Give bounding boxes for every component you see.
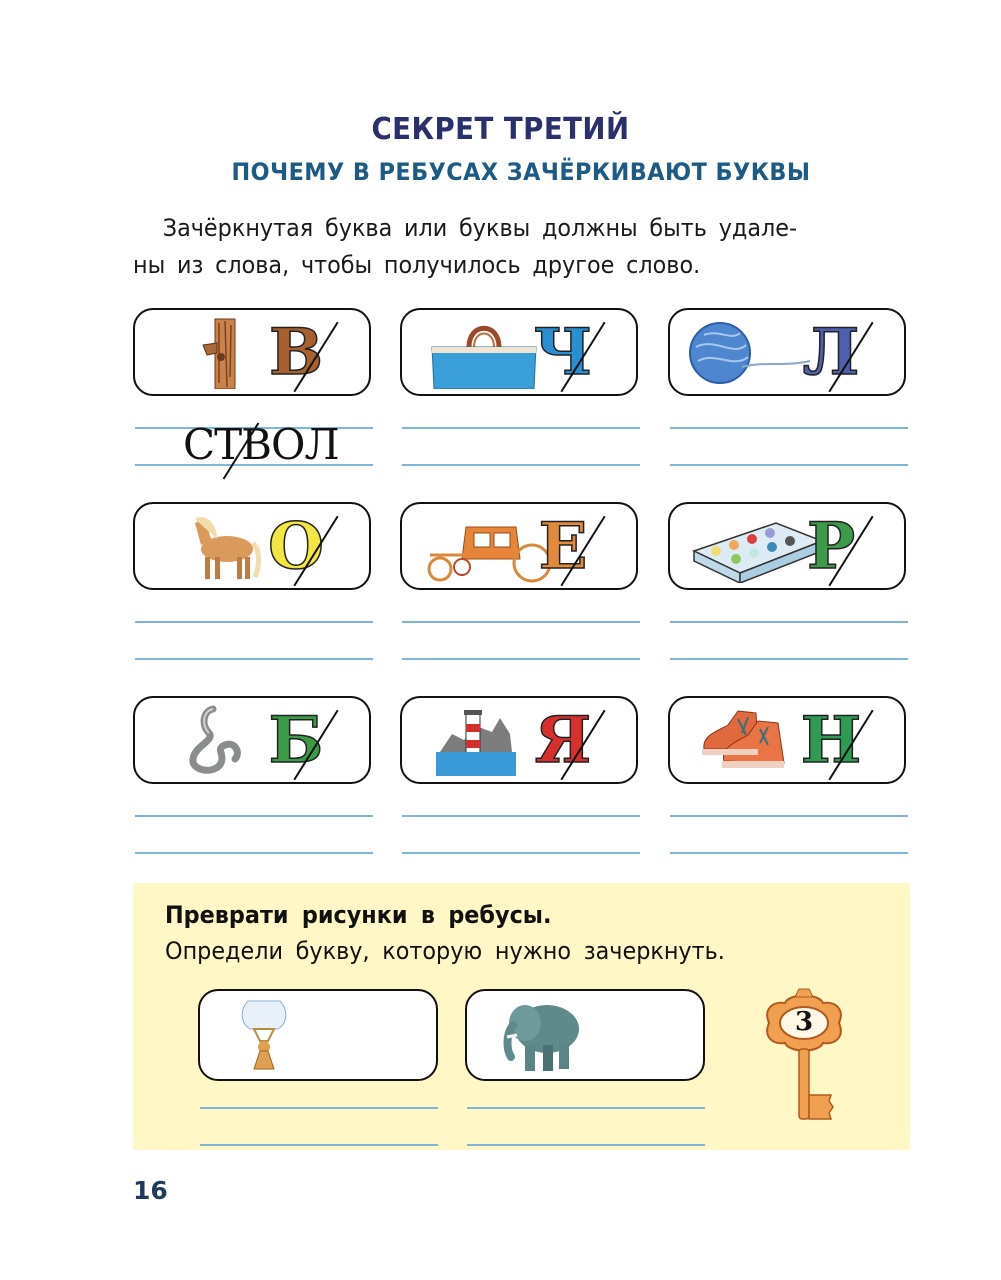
- oil-lamp-icon: [234, 995, 294, 1075]
- intro-line-1: Зачёркнутая буква или буквы должны быть удале-: [162, 214, 798, 242]
- writing-line: [670, 621, 908, 623]
- writing-line: [670, 852, 908, 854]
- boots-icon: [694, 706, 804, 776]
- page-subtitle: ПОЧЕМУ В РЕБУСАХ ЗАЧЁРКИВАЮТ БУКВЫ: [231, 158, 811, 186]
- key-number: 3: [794, 1007, 814, 1037]
- rebus-letter: Ч: [533, 315, 593, 390]
- rebus-card-cobra: [133, 696, 371, 784]
- rebus-letter: Б: [268, 703, 324, 778]
- elephant-icon: [487, 995, 587, 1075]
- writing-line: [402, 427, 640, 429]
- task-box: [133, 883, 910, 1150]
- rebus-letter: В: [268, 315, 324, 390]
- writing-line: [670, 658, 908, 660]
- writing-line: [670, 815, 908, 817]
- pony-icon: [165, 512, 275, 582]
- writing-line: [670, 464, 908, 466]
- rebus-card-pony: [133, 502, 371, 590]
- rebus-card-lighthouse: [400, 696, 638, 784]
- page-number: 16: [133, 1176, 168, 1205]
- rebus-letter: Л: [802, 315, 860, 390]
- rebus-letter: Р: [806, 509, 856, 584]
- rebus-card-carriage: [400, 502, 638, 590]
- rebus-letter: Н: [800, 703, 862, 778]
- page-title: СЕКРЕТ ТРЕТИЙ: [371, 112, 630, 147]
- task-instruction: Определи букву, которую нужно зачеркнуть.: [165, 937, 725, 965]
- writing-line: [135, 621, 373, 623]
- writing-line: [402, 464, 640, 466]
- rebus-card-boots: [668, 696, 906, 784]
- writing-line: [670, 427, 908, 429]
- writing-line: [402, 621, 640, 623]
- rebus-card-paint-box: [668, 502, 906, 590]
- key-icon: [759, 987, 849, 1131]
- yarn-ball-icon: [684, 318, 814, 388]
- rebus-letter: Я: [534, 703, 592, 778]
- writing-line: [467, 1107, 705, 1109]
- writing-line: [402, 815, 640, 817]
- rebus-letter: Е: [538, 509, 588, 584]
- writing-line: [135, 658, 373, 660]
- writing-line: [135, 852, 373, 854]
- writing-line: [467, 1144, 705, 1146]
- cobra-icon: [165, 706, 275, 776]
- rebus-card-tree: [133, 308, 371, 396]
- writing-line: [402, 658, 640, 660]
- task-card-elephant: [465, 989, 705, 1081]
- rebus-card-yarn: [668, 308, 906, 396]
- tree-trunk-icon: [165, 318, 275, 388]
- writing-line: [200, 1107, 438, 1109]
- lighthouse-icon: [436, 706, 516, 776]
- rebus-letter: О: [268, 509, 324, 584]
- task-card-lamp: [198, 989, 438, 1081]
- writing-line: [200, 1144, 438, 1146]
- example-answer: СТВОЛ: [183, 420, 339, 469]
- intro-paragraph: [133, 210, 913, 284]
- task-title: Преврати рисунки в ребусы.: [165, 901, 552, 929]
- rebus-card-bag: [400, 308, 638, 396]
- intro-line-2: ны из слова, чтобы получилось другое слово.: [133, 251, 701, 279]
- writing-line: [402, 852, 640, 854]
- writing-line: [135, 815, 373, 817]
- bag-icon: [424, 318, 544, 388]
